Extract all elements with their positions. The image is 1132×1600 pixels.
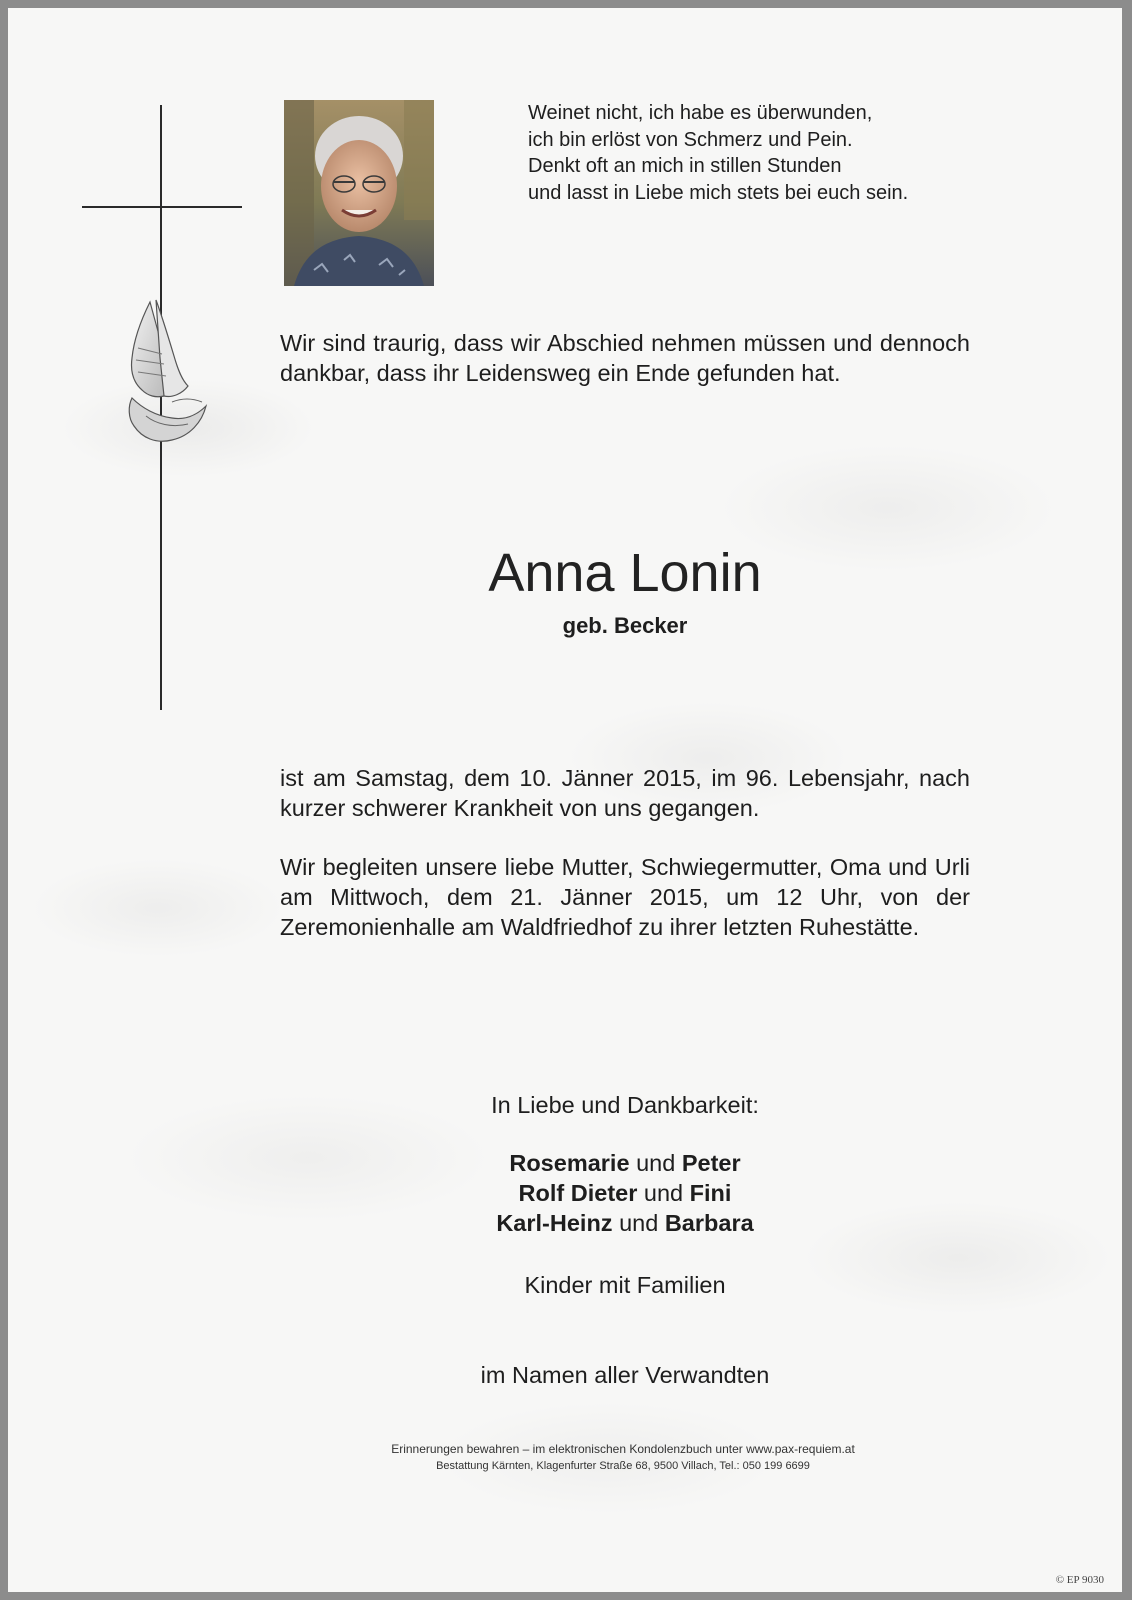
- closing-line: In Liebe und Dankbarkeit:: [491, 1092, 759, 1118]
- praying-hands-icon: [112, 298, 212, 448]
- poem-line: Weinet nicht, ich habe es überwunden,: [528, 102, 873, 124]
- family-joiner: und: [643, 1180, 684, 1206]
- family-entry: [280, 1148, 970, 1178]
- cross-bar: [82, 206, 242, 208]
- poem: [528, 100, 908, 206]
- death-notice: ist am Samstag, dem 10. Jänner 2015, im 96. Lebensjahr, nach kurzer schwerer Krankheit von uns gegangen.: [280, 765, 970, 821]
- family-entry: [280, 1178, 970, 1208]
- family-entry: [280, 1208, 970, 1238]
- poem-line: und lasst in Liebe mich stets bei euch sein.: [528, 181, 909, 204]
- obituary-card: [8, 8, 1122, 1592]
- footer-condolence: Erinnerungen bewahren – im elektronischen Kondolenzbuch unter www.pax-requiem.at: [391, 1442, 855, 1456]
- kinder-line: Kinder mit Familien: [524, 1272, 726, 1298]
- poem-line: Denkt oft an mich in stillen Stunden: [528, 155, 842, 177]
- portrait-photo: [284, 100, 434, 286]
- family-joiner: und: [619, 1210, 659, 1236]
- deceased-name: Anna Lonin: [488, 543, 762, 603]
- family-joiner: und: [636, 1150, 676, 1176]
- funeral-notice: Wir begleiten unsere liebe Mutter, Schwiegermutter, Oma und Urli am Mittwoch, dem 21. Jänner 2015, um 12 Uhr, von der Zeremonienhalle am Waldfriedhof zu ihrer letzten Ruhestätte.: [280, 854, 970, 940]
- family-name: Rolf Dieter: [518, 1180, 638, 1206]
- print-code: © EP 9030: [1055, 1574, 1104, 1586]
- family-list: [280, 1148, 970, 1238]
- relatives-line: im Namen aller Verwandten: [480, 1362, 770, 1388]
- family-name: Rosemarie: [509, 1150, 630, 1176]
- maiden-name: geb. Becker: [562, 613, 688, 638]
- poem-line: ich bin erlöst von Schmerz und Pein.: [528, 128, 853, 151]
- family-name: Karl-Heinz: [496, 1210, 613, 1236]
- family-name: Peter: [681, 1150, 741, 1176]
- family-name: Fini: [689, 1180, 732, 1206]
- family-name: Barbara: [664, 1210, 754, 1236]
- intro-text: Wir sind traurig, dass wir Abschied nehmen müssen und dennoch dankbar, dass ihr Leidensweg ein Ende gefunden hat.: [280, 330, 970, 386]
- footer-address: Bestattung Kärnten, Klagenfurter Straße 68, 9500 Villach, Tel.: 050 199 6699: [436, 1460, 810, 1472]
